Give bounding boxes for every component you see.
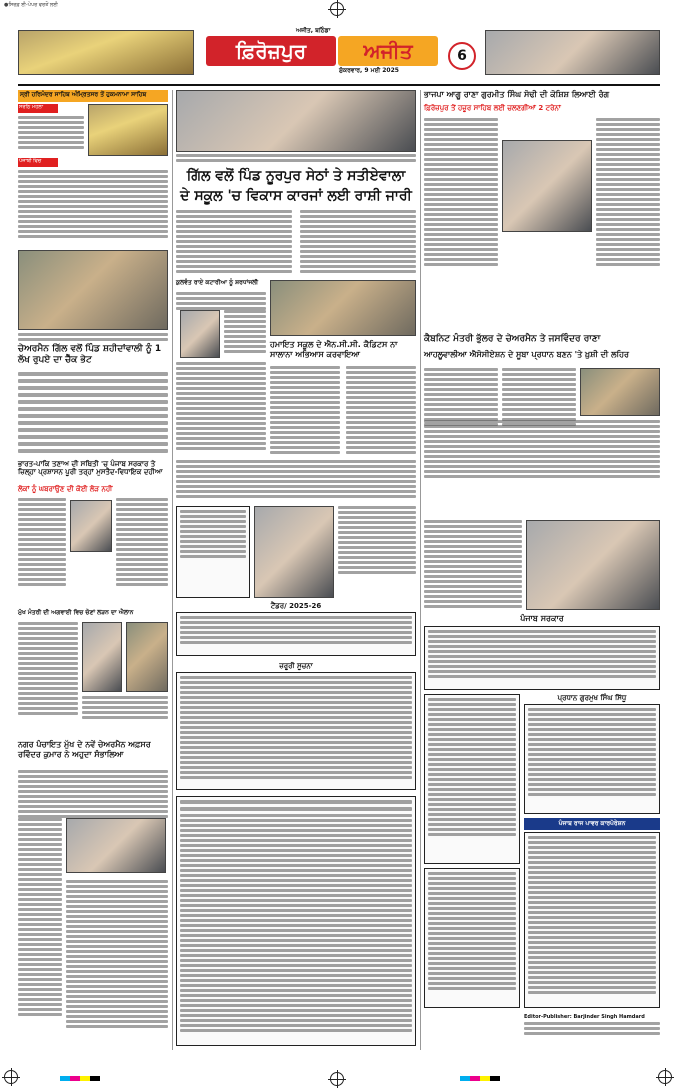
punjabi-tag: ਪੰਜਾਬੀ ਵਿਚ — [18, 158, 58, 167]
masthead-rule — [18, 84, 660, 86]
mid-headline: ਕੈਬਨਿਟ ਮੰਤਰੀ ਭੁੱਲਰ ਦੇ ਚੇਅਰਮੈਨ ਤੇ ਜਸਵਿੰਦਰ ਰਾਣਾ — [424, 334, 601, 344]
hukamnama-translation — [18, 170, 168, 240]
story2-subhead: ਲੋਕਾਂ ਨੂੰ ਘਬਰਾਉਣ ਦੀ ਕੋਈ ਲੋੜ ਨਹੀਂ — [18, 485, 113, 493]
obit-headline: ਕੁਲਵੰਤ ਰਾਏ ਕਟਾਰੀਆ ਨੂੰ ਸ਼ਰਧਾਂਜਲੀ — [176, 279, 259, 286]
color-bar-right — [460, 1076, 500, 1081]
school-headline: ਹਮਾਇਤ ਸਕੂਲ ਦੇ ਐਨ.ਸੀ.ਸੀ. ਕੈਡਿਟਸ ਨਾ ਸਾਲਾਨਾ ਅਭਿਆਸ ਕਰਵਾਇਆ — [270, 340, 398, 359]
psaflag-banner: ਪੰਜਾਬ ਰਾਜ ਪਾਵਰ ਕਾਰਪੋਰੇਸ਼ਨ — [524, 818, 660, 830]
photo-caption — [18, 333, 168, 343]
mla-photo — [70, 500, 112, 552]
story2-text-a — [18, 498, 66, 588]
main-headline-2: ਦੇ ਸਕੂਲ 'ਚ ਵਿਕਾਸ ਕਾਰਜਾਂ ਲਈ ਰਾਸ਼ੀ ਜਾਰੀ — [180, 188, 412, 204]
golden-temple-photo — [88, 104, 168, 156]
top-text-a — [424, 118, 498, 268]
main-text-a — [176, 210, 292, 275]
story3-text-b — [82, 696, 168, 721]
meeting-photo — [580, 368, 660, 416]
tender-ad — [176, 672, 416, 790]
column-rule — [172, 90, 173, 1050]
obit-text-c — [176, 362, 266, 452]
page-number: 6 — [448, 42, 476, 70]
chairman-photo — [66, 818, 166, 873]
masthead-left-photo — [18, 30, 194, 75]
top-subhead: ਫ਼ਿਰੋਜ਼ਪੁਰ ਤੋਂ ਹਜ਼ੂਰ ਸਾਹਿਬ ਲਈ ਚਲਣਗੀਆਂ 2 ਟਰੇਨਾਂ — [424, 104, 561, 112]
govt-ad-1 — [424, 626, 660, 690]
color-bar — [60, 1076, 100, 1081]
obit-photo — [180, 310, 220, 358]
registration-mark-icon — [658, 1070, 672, 1084]
tender-headline: ਜ਼ਰੂਰੀ ਸੂਚਨਾ — [279, 662, 313, 670]
cheque-photo — [18, 250, 168, 330]
right-column — [424, 90, 660, 1050]
obit-text — [176, 292, 266, 312]
hukamnama-title: ਸ੍ਰੀ ਹਰਿਮੰਦਰ ਸਾਹਿਬ ਅੰਮ੍ਰਿਤਸਰ ਤੋਂ ਹੁਕਮਨਾਮਾ ਸਾਹਿਬ — [18, 90, 168, 102]
story3-text — [18, 622, 78, 717]
classified-ad — [176, 796, 416, 1046]
registration-mark-icon — [4, 1070, 18, 1084]
main-text-b — [300, 210, 416, 275]
ad-box-1 — [176, 506, 250, 598]
hukamnama-text — [18, 116, 84, 151]
mid-subhead: ਆਹਲੂਵਾਲੀਆ ਐਸੋਸੀਏਸ਼ਨ ਦੇ ਸੂਬਾ ਪ੍ਰਧਾਨ ਬਣਨ 'ਤੇ ਖ਼ੁਸ਼ੀ ਦੀ ਲਹਿਰ — [424, 350, 629, 359]
school-text-a — [270, 366, 340, 456]
story4-text — [18, 770, 168, 820]
masthead-date: ਸ਼ੁੱਕਰਵਾਰ, 9 ਮਈ 2025 — [339, 67, 399, 74]
group-photo — [176, 90, 416, 152]
school-text-b — [346, 366, 416, 456]
ncc-photo — [270, 280, 416, 336]
obit-text-b — [224, 310, 266, 355]
imprint-text — [524, 1022, 660, 1037]
column-rule — [420, 90, 421, 1050]
handshake-photo — [502, 140, 592, 232]
ad2-title: ਪ੍ਰਧਾਨ ਗੁਰਮੁਖ ਸਿੰਘ ਸਿੱਧੂ — [557, 694, 627, 702]
certificate-photo — [526, 520, 660, 610]
story4-headline: ਨਗਰ ਪੰਚਾਇਤ ਮੁੱਖ ਦੇ ਨਵੇਂ ਚੇਅਰਮੈਨ ਅਫ਼ਸਰ ਰਵਿੰਦਰ ਕੁਮਾਰ ਨੇ ਅਹੁਦਾ ਸੰਭਾਲਿਆ — [18, 740, 151, 759]
left-column — [18, 90, 168, 1050]
notice-ad — [176, 612, 416, 656]
govt-ad-3 — [424, 694, 520, 864]
group-photo-caption — [176, 154, 416, 164]
main-headline-1: ਗਿੱਲ ਵਲੋਂ ਪਿੰਡ ਨੂਰਪੁਰ ਸੇਠਾਂ ਤੇ ਸਤੀਏਵਾਲਾ — [186, 168, 406, 184]
masthead-title-2: ਅਜੀਤ — [338, 36, 438, 66]
story4-text-b — [18, 818, 62, 1018]
leader-photo-2 — [126, 622, 168, 692]
masthead-kicker: ਅਜੀਤ, ਬਠਿੰਡਾ — [296, 27, 331, 34]
story1-text — [18, 372, 168, 456]
registration-mark-icon — [330, 1072, 344, 1086]
notice-headline: ਟੈਂਡਰ/ 2025-26 — [270, 602, 322, 610]
mid-text-c — [424, 420, 660, 480]
masthead — [196, 28, 483, 78]
mid-text-b — [502, 368, 576, 428]
power-corp-ad — [524, 832, 660, 1008]
leader-photo-1 — [82, 622, 122, 692]
hukamnama-tag: ਸੋਰਠਿ ਮਹਲਾ — [18, 104, 58, 113]
portrait-ad-photo — [254, 506, 334, 598]
center-lower-text — [176, 460, 416, 500]
govt-ad-2 — [524, 704, 660, 814]
slug-line: ●ਸਿਰਫ਼ ਈ-ਪੇਪਰ ਵਰਤੋਂ ਲਈ — [4, 2, 58, 8]
story1-headline: ਚੇਅਰਮੈਨ ਗਿੱਲ ਵਲੋਂ ਪਿੰਡ ਸ਼ਹੀਦਾਂਵਾਲੀ ਨੂੰ 1 ਲੱਖ ਰੁਪਏ ਦਾ ਚੈੱਕ ਭੇਟ — [18, 344, 162, 365]
ads-title: ਪੰਜਾਬ ਸਰਕਾਰ — [520, 614, 564, 623]
story4-text-c — [66, 880, 168, 1030]
mid-text-a — [424, 368, 498, 428]
govt-ad-4 — [424, 868, 520, 1008]
masthead-right-photo — [485, 30, 660, 75]
story2-text-b — [116, 498, 168, 588]
center-text-c — [338, 506, 416, 576]
registration-mark-icon — [330, 2, 344, 16]
top-text-b — [596, 118, 660, 268]
top-headline: ਭਾਜਪਾ ਆਗੂ ਰਾਣਾ ਗੁਰਮੀਤ ਸਿੰਘ ਸੋਢੀ ਦੀ ਕੋਸ਼ਿਸ਼ ਲਿਆਈ ਰੰਗ — [424, 90, 610, 99]
footer-imprint: Editor-Publisher: Barjinder Singh Hamdard — [524, 1014, 645, 1020]
masthead-title-1: ਫ਼ਿਰੋਜ਼ਪੁਰ — [206, 36, 336, 66]
mid-text-d — [424, 520, 522, 610]
story3-headline: ਮੁੱਖ ਮੰਤਰੀ ਦੀ ਅਗਵਾਈ ਵਿਚ ਚੋਣਾਂ ਲੜਨ ਦਾ ਐਲਾਨ — [18, 609, 134, 616]
center-column — [176, 90, 416, 1050]
story2-headline: ਭਾਰਤ-ਪਾਕਿ ਤਣਾਅ ਦੀ ਸਥਿਤੀ 'ਚ ਪੰਜਾਬ ਸਰਕਾਰ ਤੇ ਜ਼ਿਲ੍ਹਾ ਪ੍ਰਸ਼ਾਸਨ ਪੂਰੀ ਤਰ੍ਹਾਂ ਮੁਸਤੈਦ-ਵਿਧਾਇਕ ਦਹੀਆ — [18, 460, 163, 477]
